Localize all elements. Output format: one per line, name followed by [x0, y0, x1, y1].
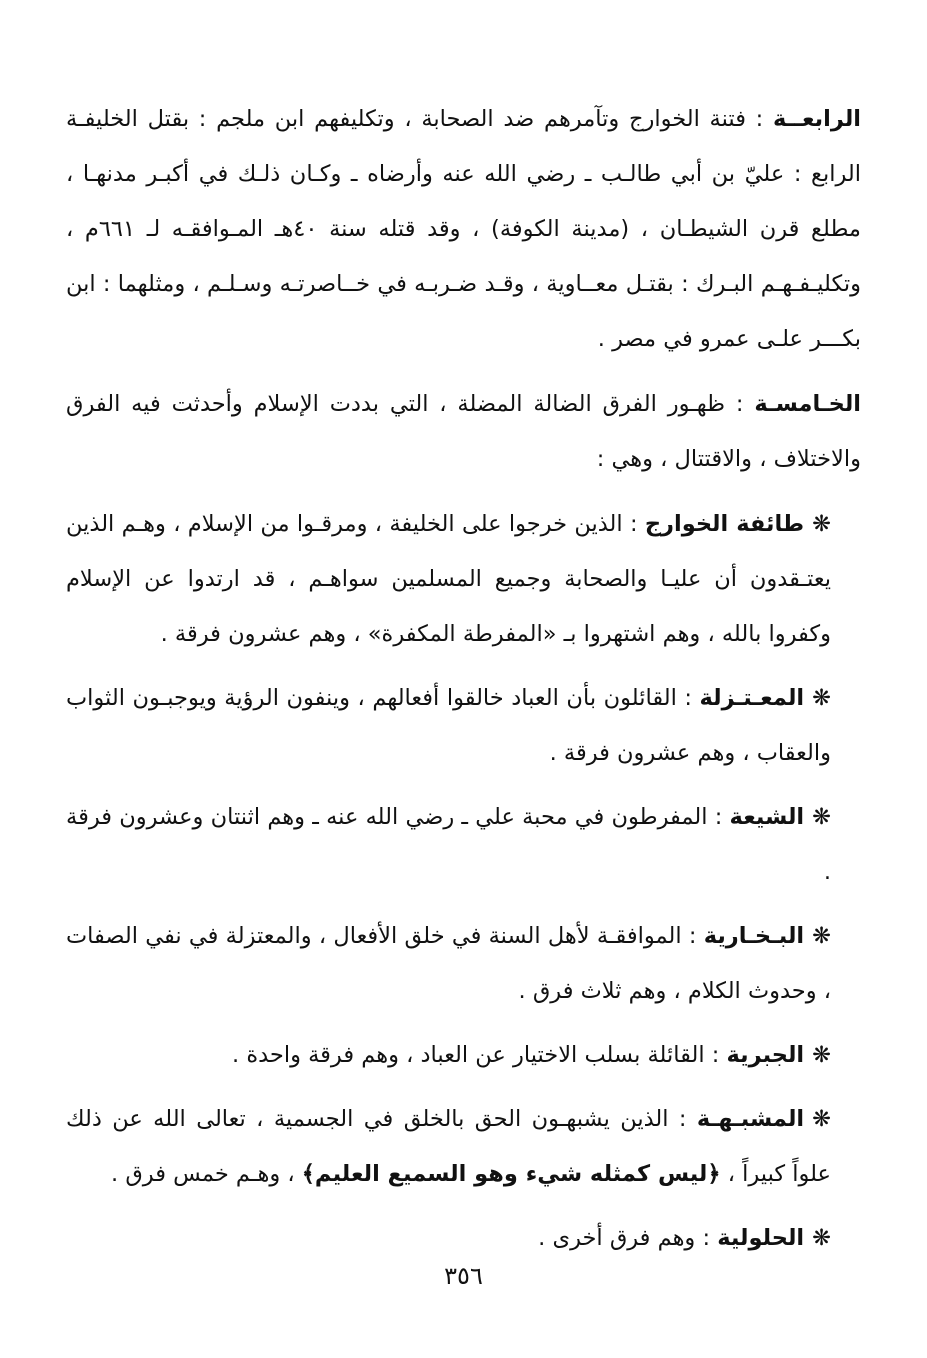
sect-term: الشيعة [729, 804, 805, 830]
paragraph-text: : ظهـور الفرق الضالة المضلة ، التي بددت الإسلام وأحدثت فيه الفرق والاختلاف ، والاقتتال ، وهي : [66, 391, 861, 472]
asterisk-bullet-icon: ❋ [812, 923, 831, 949]
sect-term: الحلولية [717, 1225, 805, 1251]
sect-text: : القائلة بسلب الاختيار عن العباد ، وهم فرقة واحدة . [232, 1042, 727, 1068]
paragraph-fourth [66, 92, 861, 367]
sect-item-mutazila [66, 671, 861, 781]
asterisk-bullet-icon: ❋ [812, 1042, 831, 1068]
sect-item-hululiya [66, 1211, 861, 1266]
quran-verse: ﴿ليس كمثله شيء وهو السميع العليم﴾ [301, 1161, 721, 1187]
sect-term: المشبـهـة [696, 1106, 805, 1132]
sect-text: : الموافقـة لأهل السنة في خلق الأفعال ، والمعتزلة في نفي الصفات ، وحدوث الكلام ، وهم ثلاث فرق . [66, 923, 831, 1004]
page-body [66, 92, 861, 1275]
paragraph-term: الرابعــة [772, 106, 861, 132]
sect-item-mushabbiha [66, 1092, 861, 1202]
sect-text: ، وهـم خمس فرق . [111, 1161, 302, 1187]
sect-item-bukhariya [66, 909, 861, 1019]
sect-item-shia [66, 790, 861, 900]
paragraph-term: الخـامسـة [754, 391, 861, 417]
asterisk-bullet-icon: ❋ [812, 685, 831, 711]
asterisk-bullet-icon: ❋ [812, 1106, 831, 1132]
sect-text: : الذين يشبهـون الحق بالخلق في الجسمية ، تعالى الله عن ذلك علواً كبيراً ، [66, 1106, 831, 1187]
sect-text: : القائلون بأن العباد خالقوا أفعالهم ، وينفون الرؤية ويوجبـون الثواب والعقاب ، وهم عشرون فرقة . [66, 685, 831, 766]
asterisk-bullet-icon: ❋ [812, 804, 831, 830]
paragraph-text: : فتنة الخوارج وتآمرهم ضد الصحابة ، وتكليفهم ابن ملجم : بقتل الخليفـة الرابع : عليّ بن أبي طالـب ـ رضي الله عنه وأرضاه ـ وكـان ذلـك في أكبـر مدنهـا ، مطلع قرن الشيطـان ، (مدينة الكوفة) ، وقد قتله سنة ٤٠هـ المـوافقـه لـ ٦٦١م ، وتكليـفـهـم البـرك : بقتـل معــاوية ، وقـد ضـربـه في خــاصرتـه وسـلـم ، ومثلهما : ابن بكـــر علـى عمرو في مصر . [66, 106, 861, 352]
sect-term: البـخـارية [703, 923, 805, 949]
page-number: ٣٥٦ [444, 1262, 483, 1290]
sect-item-khawarij [66, 497, 861, 662]
sect-text: : المفرطون في محبة علي ـ رضي الله عنه ـ وهم اثنتان وعشرون فرقة . [66, 804, 831, 885]
sect-term: طائفة الخوارج [644, 511, 805, 537]
sect-item-jabriya [66, 1028, 861, 1083]
sect-term: المعـتـزلة [699, 685, 805, 711]
asterisk-bullet-icon: ❋ [812, 1225, 831, 1251]
sect-text: : الذين خرجوا على الخليفة ، ومرقـوا من الإسلام ، وهـم الذين يعتـقدون أن عليـا والصحابة وجميع المسلمين سواهـم ، قد ارتدوا عن الإسلام وكفروا بالله ، وهم اشتهروا بـ «المفرطة المكفرة» ، وهم عشرون فرقة . [66, 511, 831, 647]
sect-term: الجبرية [726, 1042, 805, 1068]
asterisk-bullet-icon: ❋ [812, 511, 831, 537]
paragraph-fifth [66, 377, 861, 487]
sect-text: : وهم فرق أخرى . [538, 1225, 718, 1251]
